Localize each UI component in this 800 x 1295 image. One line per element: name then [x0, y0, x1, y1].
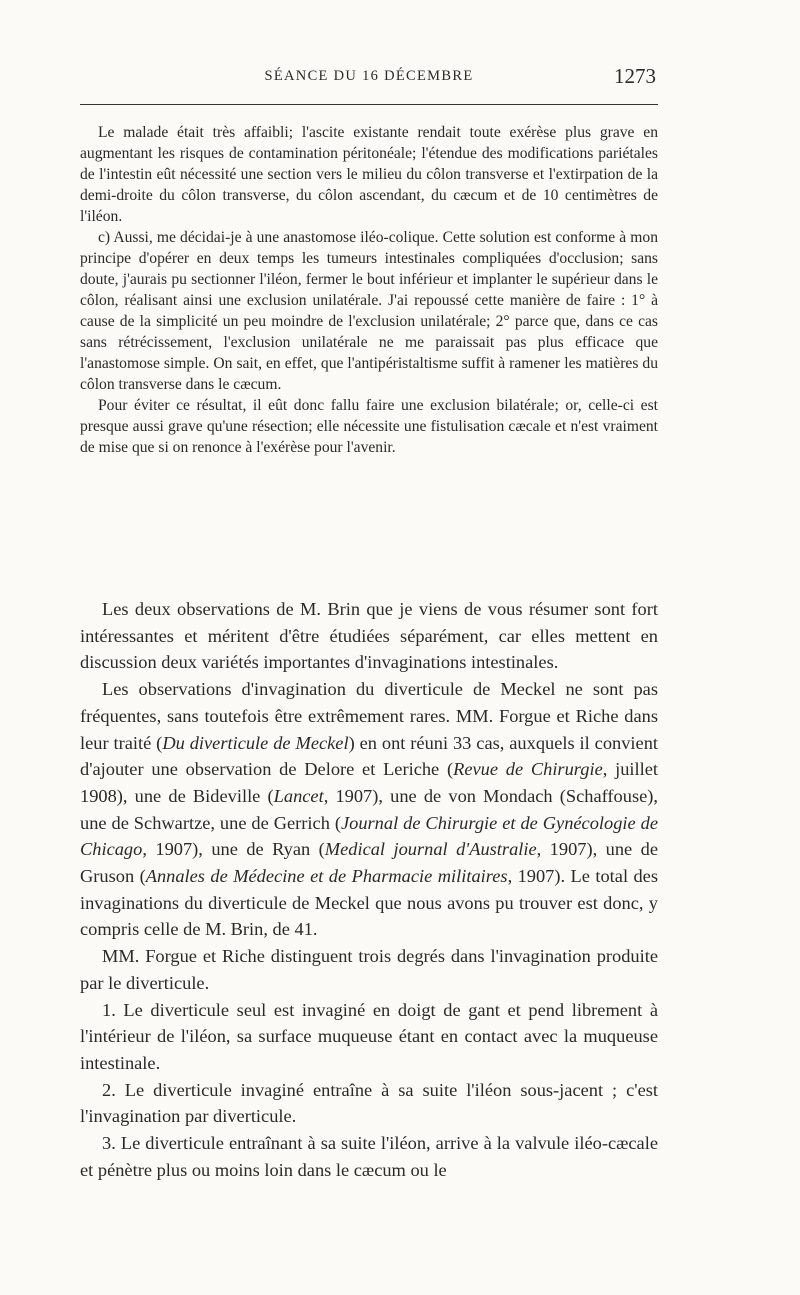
citation-title: Annales de Médecine et de Pharmacie militaires: [145, 866, 508, 887]
paragraph: Pour éviter ce résultat, il eût donc fallu faire une exclusion bilatérale; or, celle-ci est presque aussi grave qu'une résection; elle nécessite une fistulisation cæcale et n'est vraiment de mise que si on renonce à l'exérèse pour l'avenir.: [80, 397, 658, 456]
text-run: , 1907). Le total des invaginations du diverticule de Meckel que nous avons pu trouver est donc, y compris celle de M. Brin, de 41.: [80, 866, 659, 940]
paragraph: [80, 676, 658, 943]
small-print-section: [80, 122, 658, 458]
text-run: , 1907), une de von Mondach (Schaffouse), une de Schwartze, une de Gerrich (: [80, 785, 658, 833]
running-title: SÉANCE DU 16 DÉCEMBRE: [264, 68, 474, 84]
text-run: Les observations d'invagination du diverticule de Meckel ne sont pas fréquentes, sans toutefois être extrêmement rares. MM. Forgue et Riche dans leur traité (: [80, 679, 658, 753]
citation-title: Revue de Chirurgie: [453, 759, 603, 780]
citation-title: Journal de Chirurgie et de Gynécologie de Chicago: [80, 812, 658, 860]
main-text-section: [80, 596, 658, 1183]
paragraph: c) Aussi, me décidai-je à une anastomose iléo-colique. Cette solution est conforme à mon principe d'opérer en deux temps les tumeurs intestinales compliquées d'occlusion; sans doute, j'aurais pu sectionner l'iléon, fermer le bout inférieur et implanter le supérieur dans le côlon, réalisant ainsi une exclusion unilatérale. J'ai repoussé cette manière de faire : 1° à cause de la simplicité un peu moindre de l'exclusion unilatérale; 2° parce que, dans ce cas sans rétrécissement, l'exclusion unilatérale ne me paraissait pas plus efficace que l'anastomose simple. On sait, en effet, que l'antipéristaltisme suffit à ramener les matières du côlon transverse dans le cæcum.: [80, 229, 658, 393]
page-header: [80, 66, 658, 96]
paragraph: 2. Le diverticule invaginé entraîne à sa suite l'iléon sous-jacent ; c'est l'invagination par diverticule.: [80, 1079, 658, 1127]
header-rule: [80, 104, 658, 105]
paragraph: Les deux observations de M. Brin que je viens de vous résumer sont fort intéressantes et méritent d'être étudiées séparément, car elles mettent en discussion deux variétés importantes d'invaginations intestinales.: [80, 599, 658, 673]
citation-title: Medical journal d'Australie: [324, 839, 537, 860]
text-run: , 1907), une de Gruson (: [80, 839, 658, 887]
citation-title: Lancet: [273, 785, 324, 806]
paragraph: 1. Le diverticule seul est invaginé en doigt de gant et pend librement à l'intérieur de l'iléon, sa surface muqueuse étant en contact avec la muqueuse intestinale.: [80, 999, 658, 1073]
citation-title: Du diverticule de Meckel: [162, 732, 349, 753]
paragraph: MM. Forgue et Riche distinguent trois degrés dans l'invagination produite par le diverticule.: [80, 946, 658, 993]
text-run: ) en ont réuni 33 cas, auxquels il convient d'ajouter une observation de Delore et Leriche (: [80, 732, 658, 780]
text-run: , juillet 1908), une de Bideville (: [80, 759, 658, 806]
paragraph: Le malade était très affaibli; l'ascite existante rendait toute exérèse plus grave en augmentant les risques de contamination péritonéale; l'étendue des modifications pariétales de l'intestin eût nécessité une section vers le milieu du côlon transverse et l'extirpation de la demi-droite du côlon transverse, du côlon ascendant, du cæcum et de 10 centimètres de l'iléon.: [80, 124, 658, 225]
page-number: 1273: [614, 64, 656, 88]
paragraph: 3. Le diverticule entraînant à sa suite l'iléon, arrive à la valvule iléo-cæcale et pénètre plus ou moins loin dans le cæcum ou le: [80, 1133, 658, 1180]
text-run: , 1907), une de Ryan (: [142, 839, 325, 860]
